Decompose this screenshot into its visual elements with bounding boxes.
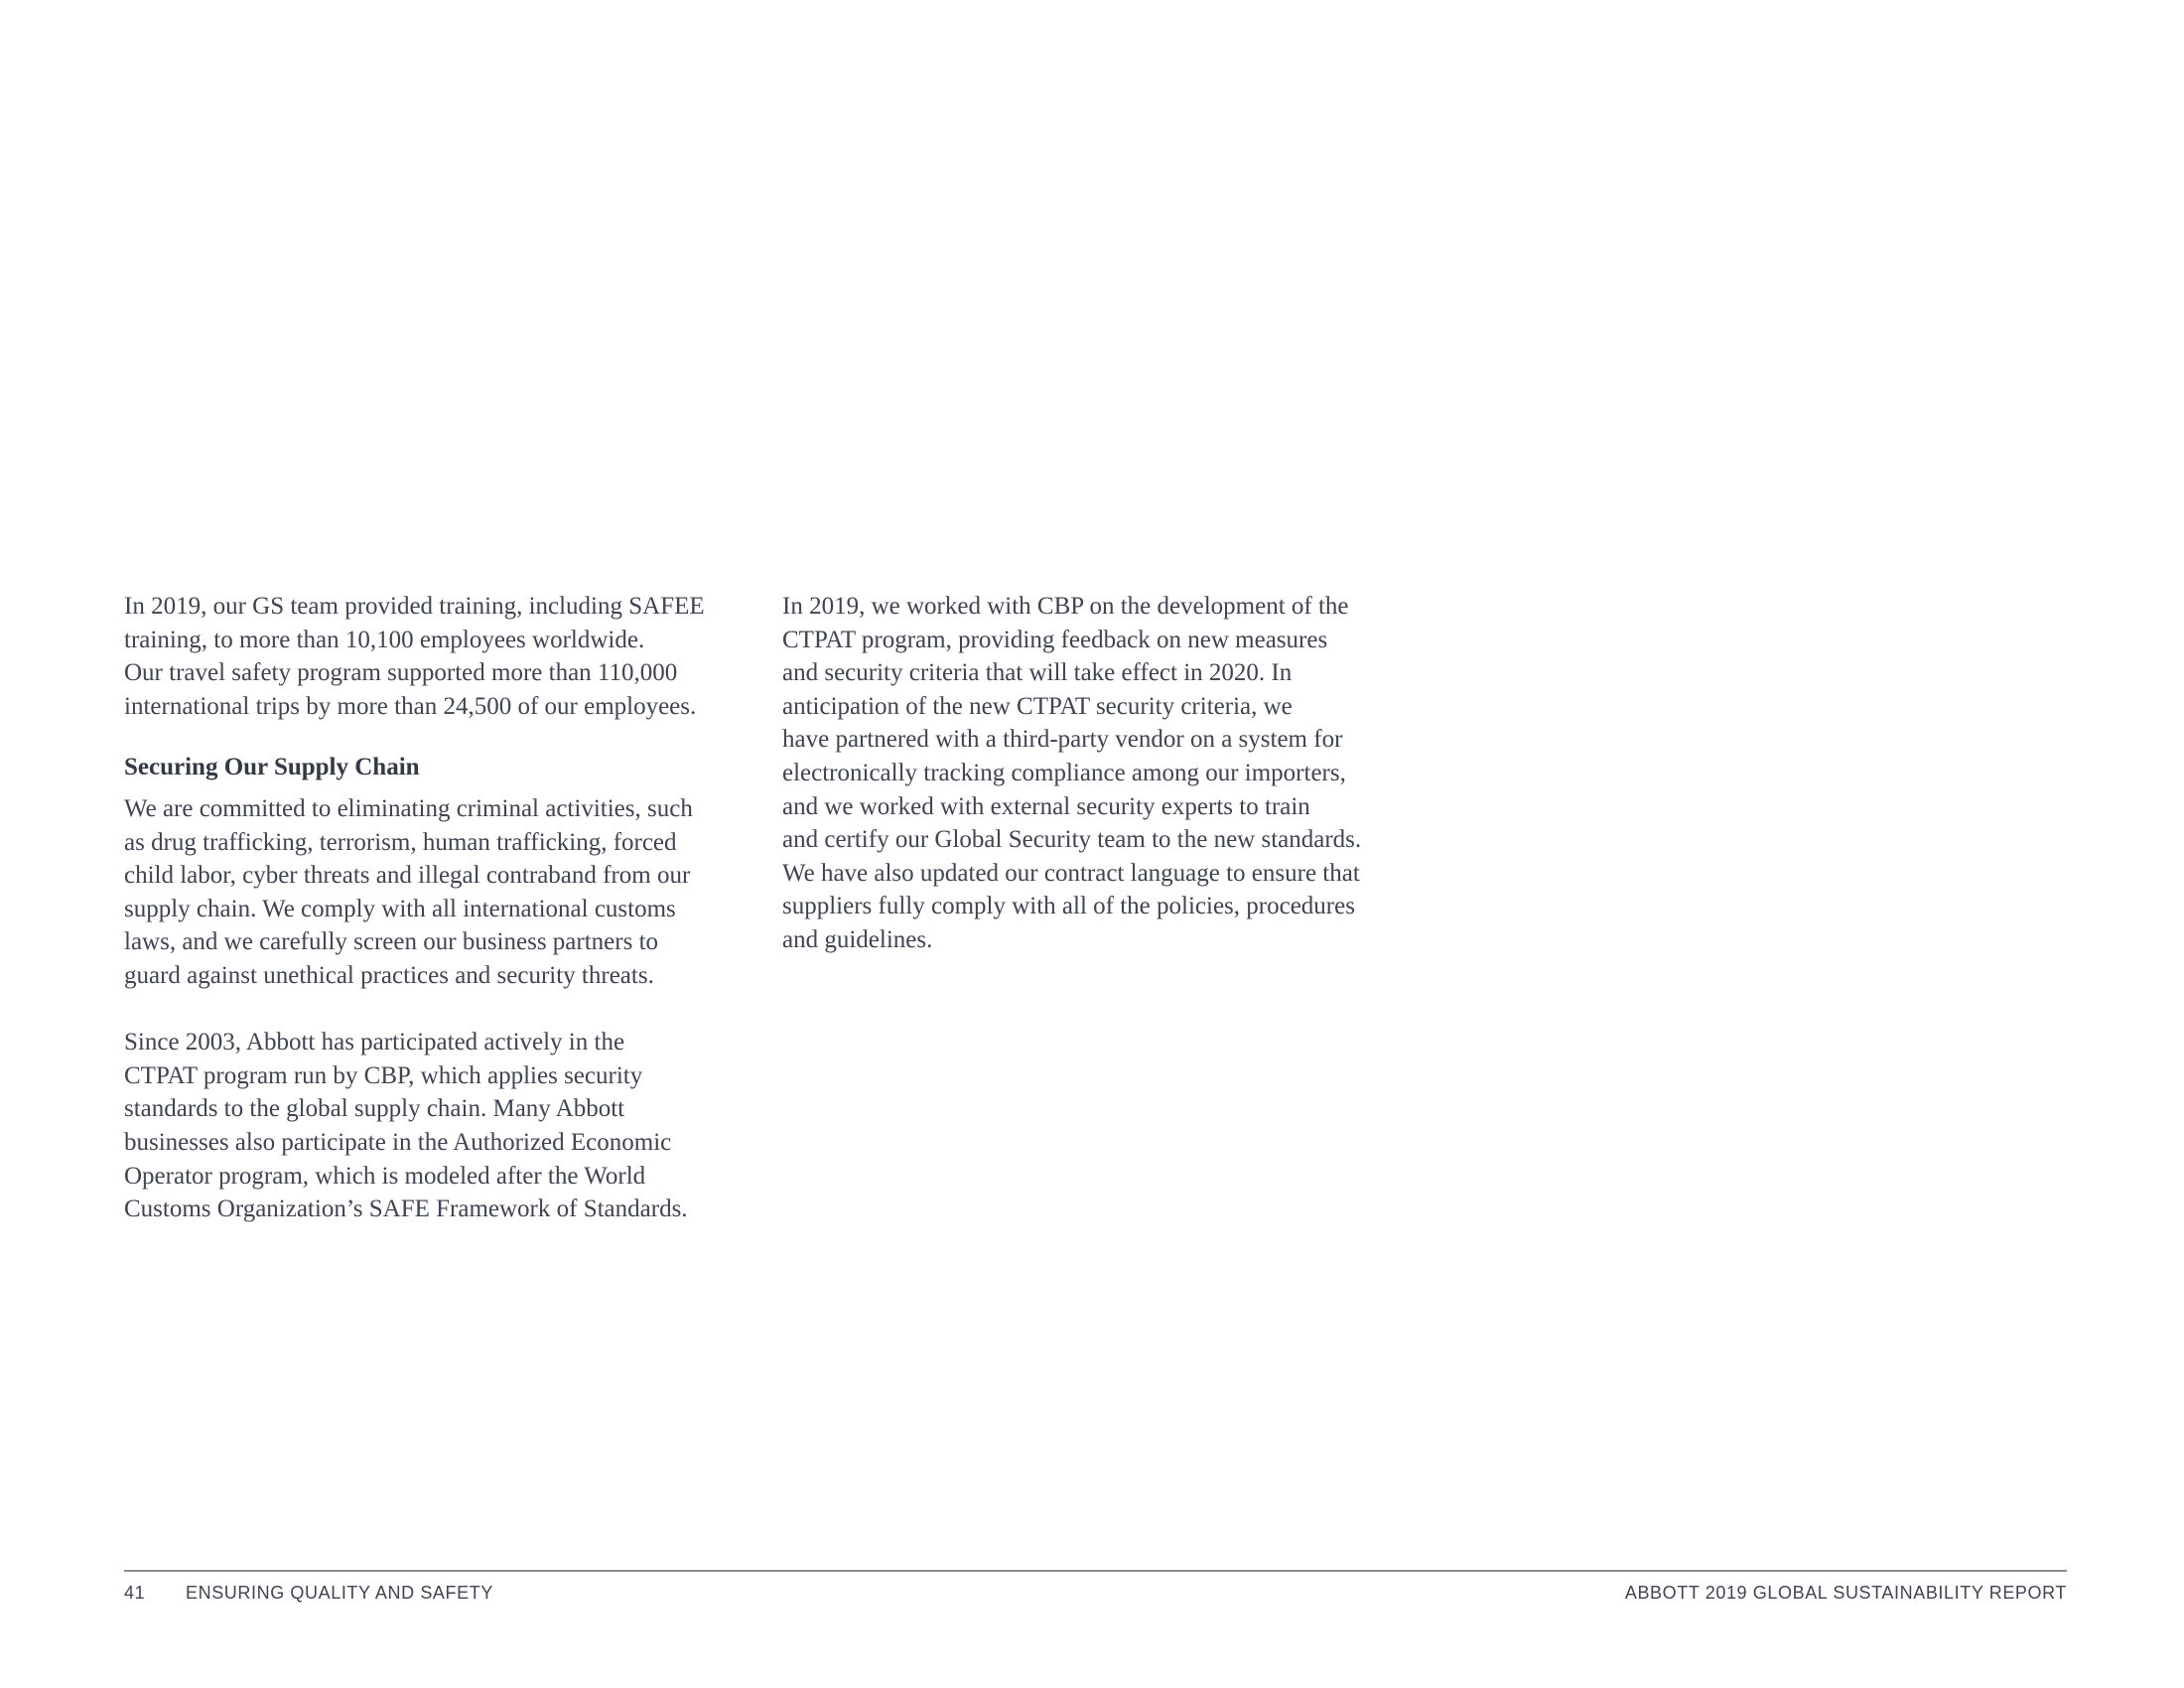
body-paragraph-ctpat-history: Since 2003, Abbott has participated actively in the CTPAT program run by CBP, which applies security standards to the global supply chain. Many Abbott businesses also participate in the Authorized Economic Operator program, which is modeled after the World Customs Organization’s SAFE Framework of Standards. (124, 1029, 688, 1223)
body-paragraph-commitment: We are committed to eliminating criminal activities, such as drug trafficking, terrorism, human trafficking, forced child labor, cyber threats and illegal contraband from our supply chain. We comply with all international customs laws, and we carefully screen our business partners to guard against unethical practices and security threats. (124, 794, 693, 989)
body-paragraph-training: In 2019, our GS team provided training, including SAFEE training, to more than 10,100 employees worldwide. Our travel safety program supported more than 110,000 international trips by more than 24,500 of our employees. (124, 593, 705, 720)
body-paragraph-ctpat-development: In 2019, we worked with CBP on the development of the CTPAT program, providing feedback on new measures and security criteria that will take effect in 2020. In anticipation of the new CTPAT security criteria, we have partnered with a third-party vendor on a system for electronically tracking compliance among our importers, and we worked with external security experts to train and certify our Global Security team to the new standards. We have also updated our contract language to ensure that suppliers fully comply with all of the policies, procedures and guidelines. (782, 593, 1362, 953)
paragraph-spacer (124, 993, 759, 1027)
section-heading-supply-chain: Securing Our Supply Chain (124, 754, 420, 781)
footer-divider (124, 1570, 2067, 1572)
right-column (782, 590, 1437, 957)
page-number: 41 (124, 1583, 146, 1603)
footer-section-name: ENSURING QUALITY AND SAFETY (186, 1583, 493, 1603)
left-column (124, 590, 759, 1226)
footer-report-title: ABBOTT 2019 GLOBAL SUSTAINABILITY REPORT (1624, 1583, 2067, 1603)
